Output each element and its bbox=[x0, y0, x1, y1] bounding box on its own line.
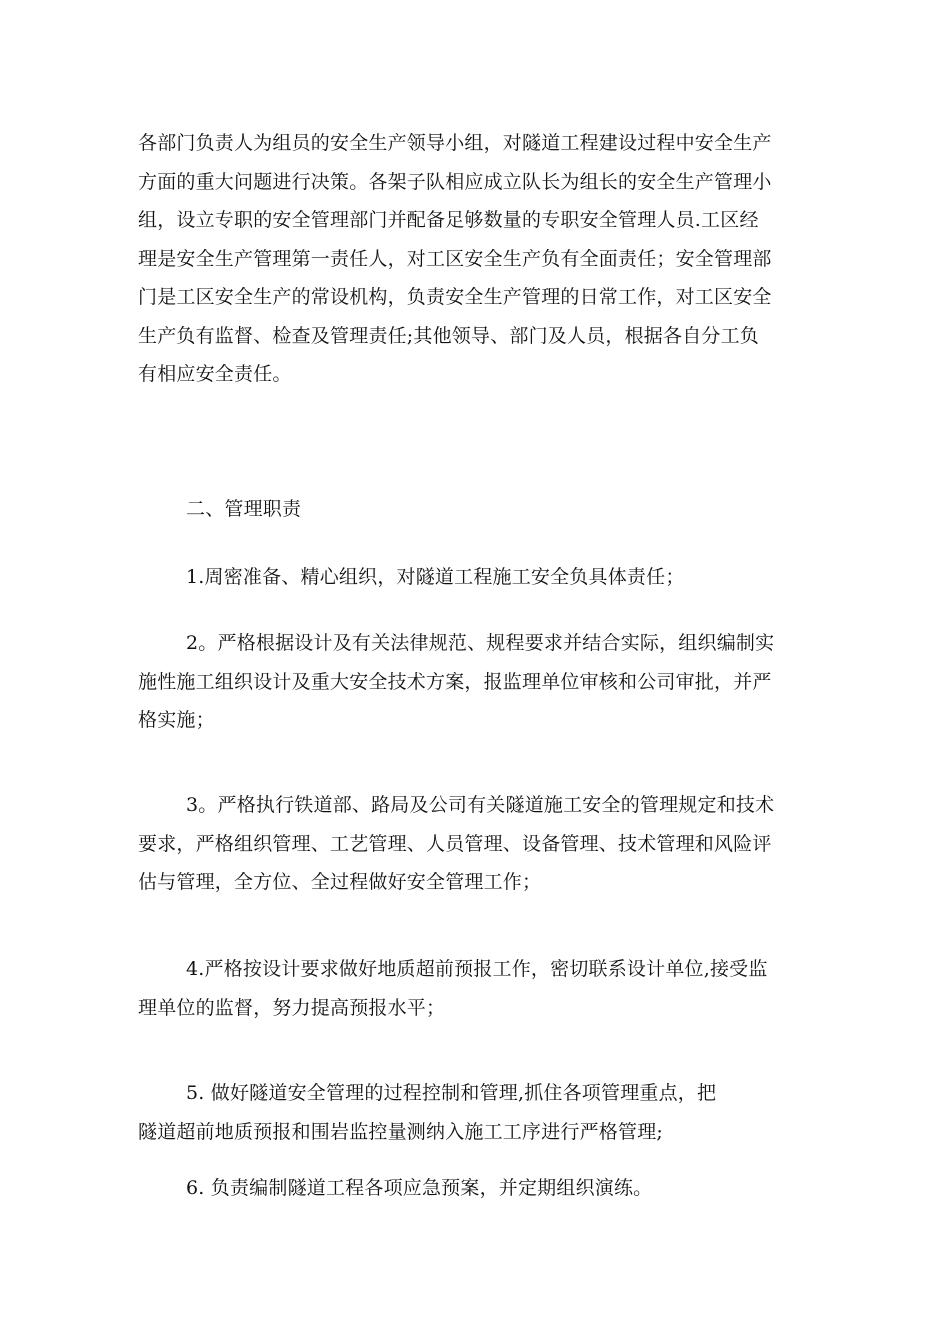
duty-item-line: 理单位的监督，努力提高预报水平； bbox=[138, 996, 446, 1019]
section-heading-text: 二、管理职责 bbox=[186, 498, 302, 520]
duty-item-line: 要求，严格组织管理、工艺管理、人员管理、设备管理、技术管理和风险评 bbox=[138, 832, 772, 855]
section-heading bbox=[138, 490, 818, 529]
duty-item-4 bbox=[138, 950, 818, 1027]
duty-item-line: 格实施； bbox=[138, 709, 215, 731]
duty-item-2 bbox=[138, 624, 818, 740]
duty-item-1 bbox=[138, 558, 818, 597]
duty-item-line: 隧道超前地质预报和围岩监控量测纳入施工工序进行严格管理; bbox=[138, 1120, 664, 1143]
intro-line: 有相应安全责任。 bbox=[138, 363, 292, 385]
duty-item-line: 1.周密准备、精心组织，对隧道工程施工安全负具体责任； bbox=[186, 566, 685, 588]
duty-item-line: 3。严格执行铁道部、路局及公司有关隧道施工安全的管理规定和技术 bbox=[186, 794, 775, 816]
duty-item-6 bbox=[138, 1169, 818, 1208]
duty-item-line: 5. 做好隧道安全管理的过程控制和管理,抓住各项管理重点，把 bbox=[186, 1082, 717, 1104]
intro-paragraph bbox=[138, 124, 818, 394]
duty-item-line: 施性施工组织设计及重大安全技术方案，报监理单位审核和公司审批，并严 bbox=[138, 670, 772, 693]
intro-line: 方面的重大问题进行决策。各架子队相应成立队长为组长的安全生产管理小 bbox=[138, 170, 772, 193]
intro-line: 组，设立专职的安全管理部门并配备足够数量的专职安全管理人员.工区经 bbox=[138, 209, 759, 231]
duty-item-line: 2。严格根据设计及有关法律规范、规程要求并结合实际，组织编制实 bbox=[186, 632, 775, 654]
duty-item-line: 估与管理，全方位、全过程做好安全管理工作； bbox=[138, 871, 542, 893]
duty-item-5 bbox=[138, 1074, 818, 1151]
duty-item-line: 4.严格按设计要求做好地质超前预报工作，密切联系设计单位,接受监 bbox=[186, 958, 768, 980]
intro-line: 各部门负责人为组员的安全生产领导小组，对隧道工程建设过程中安全生产 bbox=[138, 132, 772, 154]
duty-item-3 bbox=[138, 786, 818, 902]
intro-line: 生产负有监督、检查及管理责任;其他领导、部门及人员，根据各自分工负 bbox=[138, 324, 760, 347]
duty-item-line: 6. 负责编制隧道工程各项应急预案，并定期组织演练。 bbox=[186, 1177, 653, 1199]
intro-line: 门是工区安全生产的常设机构，负责安全生产管理的日常工作，对工区安全 bbox=[138, 286, 772, 308]
intro-line: 理是安全生产管理第一责任人，对工区安全生产负有全面责任；安全管理部 bbox=[138, 247, 772, 270]
